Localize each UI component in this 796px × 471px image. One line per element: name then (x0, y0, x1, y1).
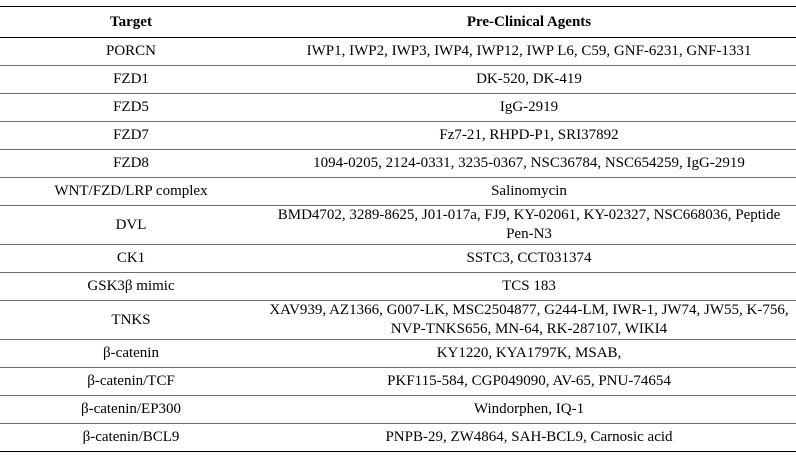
agents-cell: KY1220, KYA1797K, MSAB, (262, 340, 796, 368)
table-row (0, 150, 796, 178)
target-cell: PORCN (0, 38, 262, 66)
table-row (0, 340, 796, 368)
table-row (0, 66, 796, 94)
table-row (0, 38, 796, 66)
agents-cell: 1094-0205, 2124-0331, 3235-0367, NSC36784, NSC654259, IgG-2919 (262, 150, 796, 178)
header-agents: Pre-Clinical Agents (262, 7, 796, 38)
target-cell: FZD7 (0, 122, 262, 150)
target-cell: WNT/FZD/LRP complex (0, 178, 262, 206)
table-row (0, 368, 796, 396)
agents-cell: SSTC3, CCT031374 (262, 245, 796, 273)
agents-cell: Salinomycin (262, 178, 796, 206)
target-cell: β-catenin/BCL9 (0, 424, 262, 452)
target-cell: β-catenin/EP300 (0, 396, 262, 424)
target-cell: FZD8 (0, 150, 262, 178)
target-cell: FZD1 (0, 66, 262, 94)
target-cell: β-catenin/TCF (0, 368, 262, 396)
header-target: Target (0, 7, 262, 38)
table-row (0, 245, 796, 273)
table-row (0, 424, 796, 452)
target-cell: FZD5 (0, 94, 262, 122)
table-row (0, 206, 796, 245)
target-cell: TNKS (0, 301, 262, 340)
agents-cell: IgG-2919 (262, 94, 796, 122)
agents-cell: Fz7-21, RHPD-P1, SRI37892 (262, 122, 796, 150)
table-row (0, 122, 796, 150)
table-row (0, 301, 796, 340)
agents-cell: DK-520, DK-419 (262, 66, 796, 94)
agents-cell: IWP1, IWP2, IWP3, IWP4, IWP12, IWP L6, C59, GNF-6231, GNF-1331 (262, 38, 796, 66)
table-row (0, 273, 796, 301)
target-cell: CK1 (0, 245, 262, 273)
target-cell: GSK3β mimic (0, 273, 262, 301)
agents-cell: PNPB-29, ZW4864, SAH-BCL9, Carnosic acid (262, 424, 796, 452)
table-row (0, 396, 796, 424)
table-row (0, 94, 796, 122)
preclinical-agents-table (0, 6, 796, 452)
agents-cell: TCS 183 (262, 273, 796, 301)
agents-cell: Windorphen, IQ-1 (262, 396, 796, 424)
table-row (0, 178, 796, 206)
agents-cell: PKF115-584, CGP049090, AV-65, PNU-74654 (262, 368, 796, 396)
target-cell: β-catenin (0, 340, 262, 368)
agents-cell: BMD4702, 3289-8625, J01-017a, FJ9, KY-02061, KY-02327, NSC668036, Peptide Pen-N3 (262, 206, 796, 245)
header-row (0, 7, 796, 38)
agents-cell: XAV939, AZ1366, G007-LK, MSC2504877, G244-LM, IWR-1, JW74, JW55, K-756, NVP-TNKS656, MN-64, RK-287107, WIKI4 (262, 301, 796, 340)
target-cell: DVL (0, 206, 262, 245)
